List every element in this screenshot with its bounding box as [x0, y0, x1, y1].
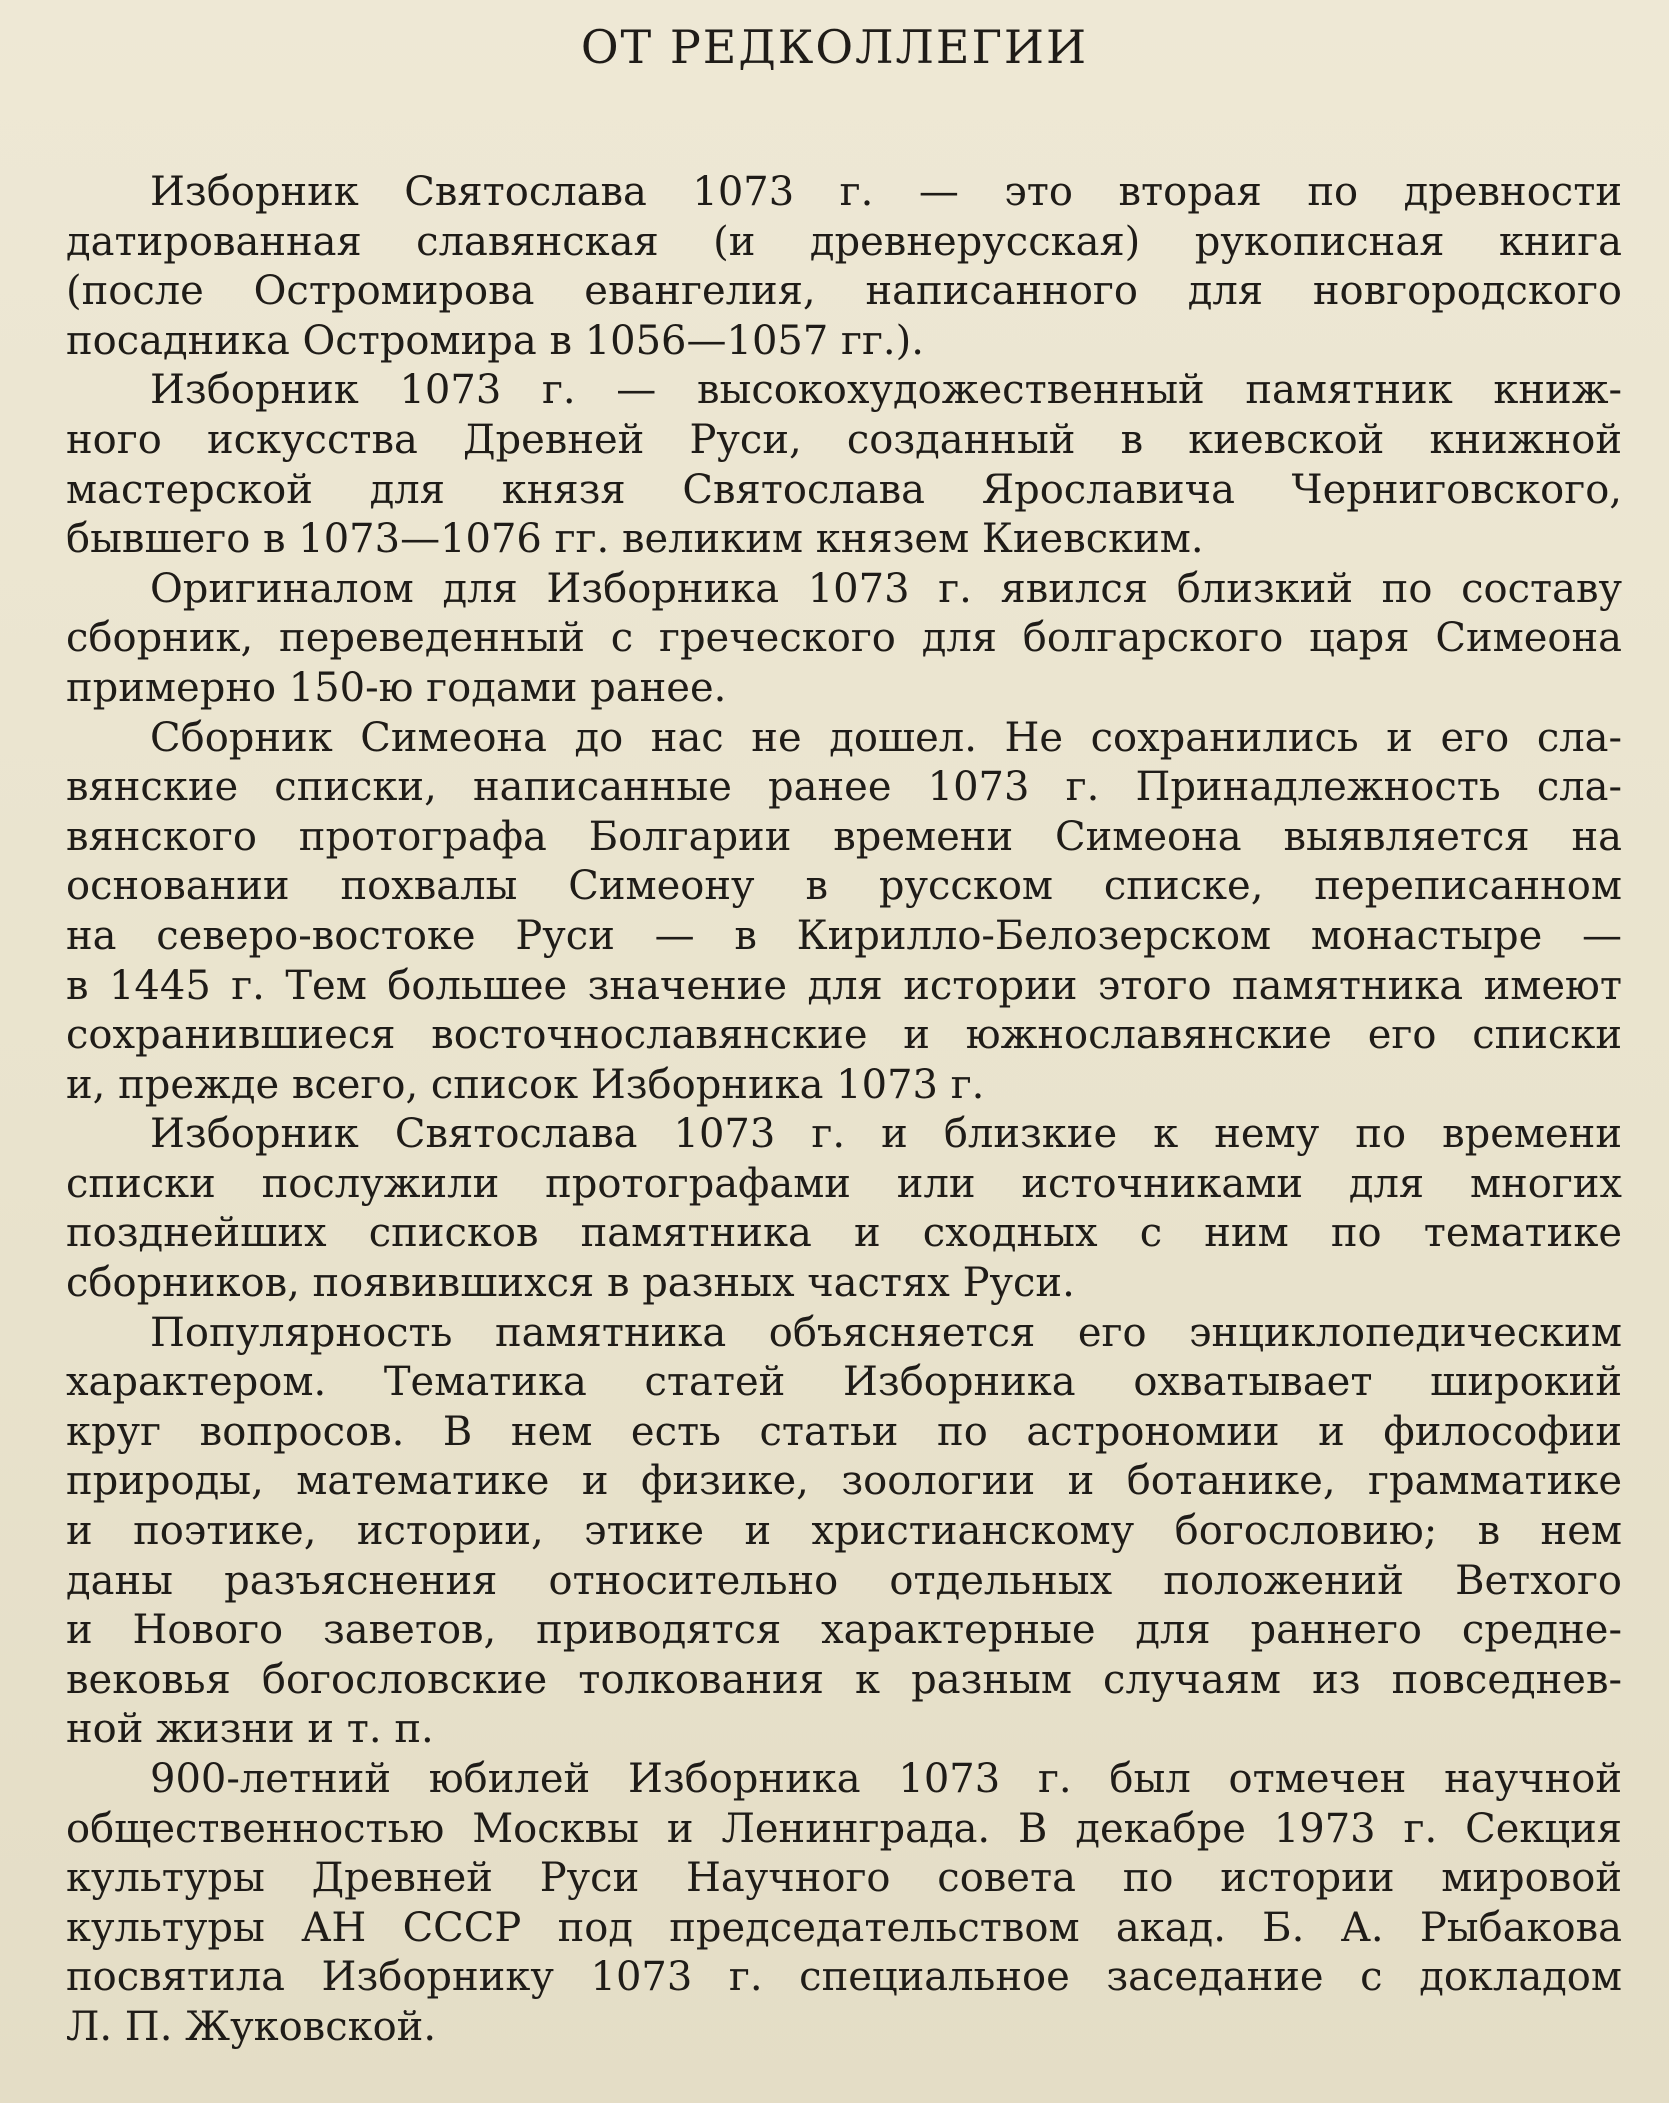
paragraph	[66, 714, 1622, 1111]
page-body	[66, 168, 1622, 2053]
text-line: в 1445 г. Тем большее значение для истории этого памятника имеют	[66, 962, 1622, 1009]
text-line: сохранившиеся восточнославянские и южнославянские его списки	[66, 1012, 1622, 1059]
text-line: вековья богословские толкования к разным случаям из повседнев-	[66, 1656, 1622, 1703]
text-line: и, прежде всего, список Изборника 1073 г.	[66, 1061, 985, 1108]
text-line: Изборник Святослава 1073 г. — это вторая по древности	[150, 169, 1622, 215]
text-line: позднейших списков памятника и сходных с ним по тематике	[66, 1210, 1622, 1257]
text-line: даны разъяснения относительно отдельных положений Ветхого	[66, 1557, 1622, 1604]
text-line: на северо-востоке Руси — в Кирилло-Белозерском монастыре —	[66, 912, 1622, 959]
text-line: сборников, появившихся в разных частях Руси.	[66, 1260, 1075, 1307]
paragraph	[66, 1755, 1622, 2053]
text-line: посвятила Изборнику 1073 г. специальное заседание с докладом	[66, 1954, 1622, 2001]
text-line: Изборник Святослава 1073 г. и близкие к нему по времени	[150, 1111, 1622, 1158]
text-line: Оригиналом для Изборника 1073 г. явился близкий по составу	[150, 565, 1622, 612]
text-line: примерно 150-ю годами ранее.	[66, 664, 727, 711]
text-line: мастерской для князя Святослава Ярославича Черниговского,	[66, 466, 1622, 513]
paragraph	[66, 565, 1622, 714]
page-heading: ОТ РЕДКОЛЛЕГИИ	[580, 20, 1089, 74]
paragraph	[66, 1309, 1622, 1755]
text-line: сборник, переведенный с греческого для болгарского царя Симеона	[66, 615, 1622, 662]
text-line: посадника Остромира в 1056—1057 гг.).	[66, 317, 924, 364]
paragraph	[66, 168, 1622, 366]
text-line: датированная славянская (и древнерусская) рукописная книга	[66, 218, 1622, 265]
text-line: Изборник 1073 г. — высокохудожественный памятник книж-	[150, 367, 1622, 414]
text-line: основании похвалы Симеону в русском списке, переписанном	[66, 863, 1622, 910]
text-line: ного искусства Древней Руси, созданный в киевской книжной	[66, 416, 1622, 463]
paragraph	[66, 1110, 1622, 1308]
text-line: 900-летний юбилей Изборника 1073 г. был отмечен научной	[150, 1756, 1622, 1802]
text-line: и поэтике, истории, этике и христианскому богословию; в нем	[66, 1508, 1622, 1555]
text-line: культуры Древней Руси Научного совета по истории мировой	[66, 1855, 1622, 1902]
paragraph	[66, 366, 1622, 564]
text-line: и Нового заветов, приводятся характерные для раннего средне-	[66, 1607, 1622, 1654]
text-line: вянского протографа Болгарии времени Симеона выявляется на	[66, 813, 1622, 860]
text-line: списки послужили протографами или источниками для многих	[66, 1160, 1622, 1207]
text-line: бывшего в 1073—1076 гг. великим князем Киевским.	[66, 516, 1204, 563]
text-line: культуры АН СССР под председательством акад. Б. А. Рыбакова	[66, 1904, 1622, 1951]
text-line: характером. Тематика статей Изборника охватывает широкий	[66, 1359, 1622, 1406]
text-line: круг вопросов. В нем есть статьи по астрономии и философии	[66, 1408, 1622, 1455]
text-line: Л. П. Жуковской.	[66, 2003, 437, 2050]
text-line: Сборник Симеона до нас не дошел. Не сохранились и его сла-	[150, 714, 1622, 761]
text-line: общественностью Москвы и Ленинграда. В декабре 1973 г. Секция	[66, 1805, 1622, 1852]
text-line: Популярность памятника объясняется его энциклопедическим	[150, 1309, 1622, 1356]
text-line: вянские списки, написанные ранее 1073 г. Принадлежность сла-	[66, 764, 1622, 811]
text-line: природы, математике и физике, зоологии и ботанике, грамматике	[66, 1458, 1622, 1505]
text-line: ной жизни и т. п.	[66, 1706, 434, 1753]
text-line: (после Остромирова евангелия, написанного для новгородского	[66, 268, 1622, 315]
